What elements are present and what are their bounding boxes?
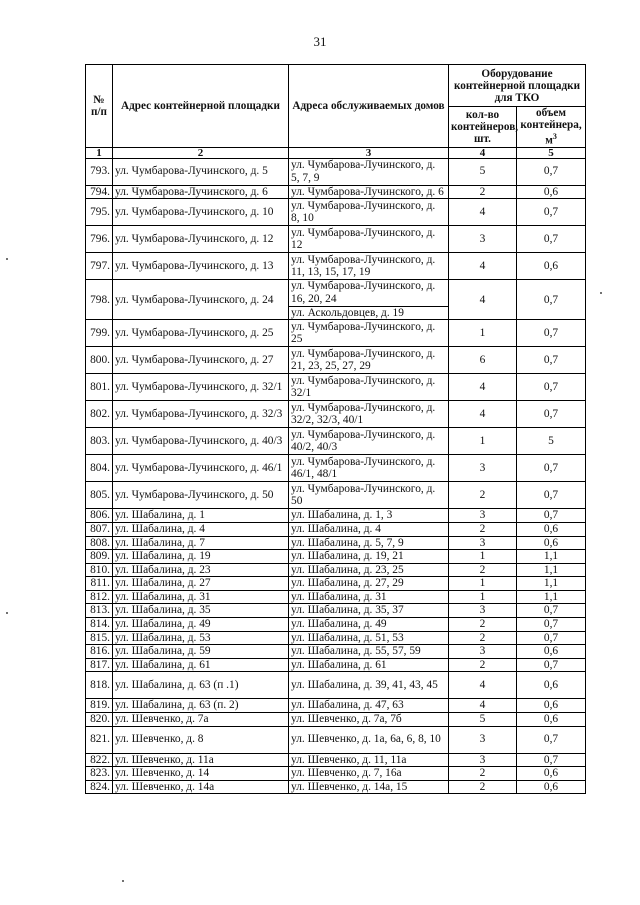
container-volume: 1,1 [517,550,586,564]
served-house-line: ул. Шевченко, д. 1а, 6а, 6, 8, 10 [291,733,441,746]
site-address: ул. Чумбарова-Лучинского, д. 24 [113,280,289,320]
header-site-address: Адрес контейнерной площадки [113,65,289,148]
header-equipment: Оборудование контейнерной площадки для ТКО [449,65,586,107]
container-volume: 1,1 [517,590,586,604]
container-volume: 0,6 [517,713,586,727]
served-houses [289,645,449,659]
row-number: 818. [86,672,113,699]
site-address: ул. Шабалина, д. 53 [113,631,289,645]
row-number: 807. [86,522,113,536]
served-house-line: ул. Чумбарова-Лучинского, д. 25 [291,320,436,346]
container-volume: 0,7 [517,604,586,618]
served-house-line: ул. Шабалина, д. 27, 29 [291,577,404,590]
served-houses [289,726,449,753]
table-row [86,199,586,226]
served-house-line: ул. Шабалина, д. 61 [291,658,387,671]
page-number: 31 [313,34,327,49]
container-volume: 0,7 [517,374,586,401]
served-houses [289,577,449,591]
site-address: ул. Шевченко, д. 14 [113,767,289,781]
container-count: 4 [449,199,517,226]
container-count: 4 [449,280,517,320]
container-count: 1 [449,590,517,604]
column-index-2: 2 [113,147,289,158]
table-row [86,713,586,727]
container-volume: 5 [517,428,586,455]
site-address: ул. Чумбарова-Лучинского, д. 25 [113,320,289,347]
served-houses [289,563,449,577]
served-houses [289,226,449,253]
container-volume: 0,6 [517,185,586,199]
served-houses [289,536,449,550]
served-house-line: ул. Шевченко, д. 14а, 15 [291,780,408,793]
site-address: ул. Чумбарова-Лучинского, д. 46/1 [113,455,289,482]
served-house-line: ул. Шабалина, д. 19, 21 [291,550,404,563]
site-address: ул. Чумбарова-Лучинского, д. 13 [113,253,289,280]
site-address: ул. Чумбарова-Лучинского, д. 32/3 [113,401,289,428]
row-number: 824. [86,780,113,794]
table-row [86,347,586,374]
container-count: 2 [449,780,517,794]
served-house-line: ул. Шабалина, д. 1, 3 [291,509,393,522]
served-houses [289,767,449,781]
container-count: 2 [449,185,517,199]
container-volume: 1,1 [517,577,586,591]
container-volume: 0,6 [517,522,586,536]
container-volume: 0,6 [517,767,586,781]
row-number: 804. [86,455,113,482]
row-number: 799. [86,320,113,347]
table-row [86,672,586,699]
container-count: 3 [449,226,517,253]
container-count: 3 [449,753,517,767]
container-volume: 0,7 [517,320,586,347]
row-number: 817. [86,658,113,672]
row-number: 823. [86,767,113,781]
served-house-line: ул. Шабалина, д. 55, 57, 59 [291,645,421,658]
served-houses [289,482,449,509]
scan-speck [122,880,124,882]
site-address: ул. Шевченко, д. 8 [113,726,289,753]
row-number: 808. [86,536,113,550]
container-volume: 0,7 [517,226,586,253]
container-volume: 0,6 [517,672,586,699]
container-volume: 0,7 [517,482,586,509]
table-row [86,780,586,794]
table-row [86,280,586,320]
table-row [86,226,586,253]
scan-speck [600,292,602,294]
table-row [86,604,586,618]
served-house-line: ул. Шабалина, д. 49 [291,618,387,631]
table-row [86,509,586,523]
container-count: 2 [449,658,517,672]
container-volume: 0,7 [517,631,586,645]
row-number: 810. [86,563,113,577]
served-house-line: ул. Чумбарова-Лучинского, д. 16, 20, 24 [291,280,436,306]
site-address: ул. Шевченко, д. 14а [113,780,289,794]
served-house-line: ул. Чумбарова-Лучинского, д. 40/2, 40/3 [291,428,436,454]
container-volume: 1,1 [517,563,586,577]
row-number: 811. [86,577,113,591]
served-houses [289,550,449,564]
served-houses [289,158,449,185]
container-count: 4 [449,253,517,280]
served-house-line: ул. Шевченко, д. 7, 16а [291,767,402,780]
container-count: 4 [449,672,517,699]
table-row [86,563,586,577]
container-volume: 0,7 [517,158,586,185]
row-number: 822. [86,753,113,767]
row-number: 812. [86,590,113,604]
table-row [86,482,586,509]
site-address: ул. Шабалина, д. 7 [113,536,289,550]
served-houses [289,320,449,347]
header-num: № п/п [86,65,113,148]
site-address: ул. Шевченко, д. 7а [113,713,289,727]
row-number: 794. [86,185,113,199]
served-house-line: ул. Шабалина, д. 31 [291,590,387,603]
served-houses [289,374,449,401]
header-served-houses: Адреса обслуживаемых домов [289,65,449,148]
served-house-line: ул. Чумбарова-Лучинского, д. 50 [291,482,436,508]
site-address: ул. Чумбарова-Лучинского, д. 10 [113,199,289,226]
table-row [86,753,586,767]
container-count: 2 [449,482,517,509]
table-row [86,320,586,347]
served-house-line: ул. Чумбарова-Лучинского, д. 21, 23, 25, 27, 29 [291,347,436,373]
container-volume: 0,6 [517,253,586,280]
site-address: ул. Шабалина, д. 61 [113,658,289,672]
row-number: 814. [86,618,113,632]
site-address: ул. Чумбарова-Лучинского, д. 32/1 [113,374,289,401]
row-number: 820. [86,713,113,727]
served-houses [289,280,449,320]
served-house-line: ул. Аскольдовцев, д. 19 [289,306,448,320]
row-number: 803. [86,428,113,455]
site-address: ул. Шабалина, д. 27 [113,577,289,591]
table-row [86,726,586,753]
container-volume: 0,6 [517,536,586,550]
served-houses [289,672,449,699]
served-house-line: ул. Шабалина, д. 23, 25 [291,563,404,576]
served-houses [289,522,449,536]
site-address: ул. Чумбарова-Лучинского, д. 50 [113,482,289,509]
row-number: 815. [86,631,113,645]
container-count: 6 [449,347,517,374]
served-houses [289,658,449,672]
row-number: 797. [86,253,113,280]
site-address: ул. Шабалина, д. 4 [113,522,289,536]
container-count: 1 [449,577,517,591]
table-row [86,618,586,632]
row-number: 813. [86,604,113,618]
container-volume: 0,6 [517,645,586,659]
served-houses [289,618,449,632]
header-container-volume: объем контейнера, $м^3$ [517,107,586,148]
scan-speck [6,258,8,260]
table-row [86,253,586,280]
header-container-count: кол-во контейнеров, шт. [449,107,517,148]
row-number: 821. [86,726,113,753]
served-house-line: ул. Чумбарова-Лучинского, д. 32/2, 32/3, 40/1 [291,401,436,427]
row-number: 793. [86,158,113,185]
container-count: 2 [449,563,517,577]
served-houses [289,509,449,523]
scan-speck [6,612,8,614]
served-house-line: ул. Шевченко, д. 7а, 7б [291,713,402,726]
container-count: 2 [449,618,517,632]
served-house-line: ул. Чумбарова-Лучинского, д. 8, 10 [291,199,436,225]
column-index-row [86,147,586,158]
row-number: 800. [86,347,113,374]
column-index-1: 1 [86,147,113,158]
container-count: 3 [449,509,517,523]
row-number: 795. [86,199,113,226]
container-volume: 0,7 [517,347,586,374]
served-houses [289,185,449,199]
site-address: ул. Шабалина, д. 59 [113,645,289,659]
table-row [86,658,586,672]
served-houses [289,780,449,794]
site-address: ул. Чумбарова-Лучинского, д. 12 [113,226,289,253]
served-houses [289,713,449,727]
served-houses [289,753,449,767]
container-sites-table [85,64,586,794]
served-house-line: ул. Шабалина, д. 51, 53 [291,631,404,644]
container-volume: 0,7 [517,455,586,482]
container-volume: 0,7 [517,401,586,428]
served-house-line: ул. Чумбарова-Лучинского, д. 46/1, 48/1 [291,455,436,481]
served-house-line: ул. Шабалина, д. 39, 41, 43, 45 [291,679,438,692]
served-house-line: ул. Чумбарова-Лучинского, д. 6 [291,185,444,198]
table-row [86,645,586,659]
table-row [86,590,586,604]
table-row [86,550,586,564]
container-volume: 0,7 [517,726,586,753]
container-volume: 0,7 [517,658,586,672]
row-number: 798. [86,280,113,320]
container-count: 1 [449,550,517,564]
site-address: ул. Чумбарова-Лучинского, д. 6 [113,185,289,199]
served-houses [289,253,449,280]
table-row [86,185,586,199]
table-row [86,455,586,482]
served-houses [289,631,449,645]
container-count: 2 [449,767,517,781]
container-count: 5 [449,158,517,185]
site-address: ул. Чумбарова-Лучинского, д. 5 [113,158,289,185]
table-row [86,428,586,455]
row-number: 805. [86,482,113,509]
site-address: ул. Шабалина, д. 63 (п. 2) [113,699,289,713]
row-number: 801. [86,374,113,401]
table-row [86,158,586,185]
served-houses [289,455,449,482]
served-house-line: ул. Шевченко, д. 11, 11а [291,753,407,766]
container-volume: 0,7 [517,618,586,632]
table-row [86,536,586,550]
container-volume: 0,6 [517,699,586,713]
table-row [86,767,586,781]
container-count: 1 [449,320,517,347]
column-index-3: 3 [289,147,449,158]
table-row [86,374,586,401]
served-house-line: ул. Шабалина, д. 35, 37 [291,604,404,617]
site-address: ул. Чумбарова-Лучинского, д. 27 [113,347,289,374]
table-row [86,631,586,645]
row-number: 806. [86,509,113,523]
row-number: 809. [86,550,113,564]
served-houses [289,347,449,374]
site-address: ул. Шевченко, д. 11а [113,753,289,767]
table-row [86,401,586,428]
container-volume: 0,7 [517,199,586,226]
served-house-line: ул. Шабалина, д. 47, 63 [291,699,404,712]
site-address: ул. Шабалина, д. 31 [113,590,289,604]
site-address: ул. Шабалина, д. 35 [113,604,289,618]
container-count: 3 [449,536,517,550]
site-address: ул. Шабалина, д. 23 [113,563,289,577]
site-address: ул. Шабалина, д. 1 [113,509,289,523]
container-count: 4 [449,699,517,713]
site-address: ул. Шабалина, д. 19 [113,550,289,564]
served-house-line: ул. Чумбарова-Лучинского, д. 11, 13, 15, 17, 19 [291,253,436,279]
served-house-line: ул. Чумбарова-Лучинского, д. 12 [291,226,436,252]
container-count: 3 [449,604,517,618]
site-address: ул. Шабалина, д. 63 (п .1) [113,672,289,699]
container-count: 4 [449,374,517,401]
container-count: 3 [449,726,517,753]
row-number: 816. [86,645,113,659]
container-count: 3 [449,645,517,659]
served-houses [289,699,449,713]
served-houses [289,401,449,428]
container-count: 1 [449,428,517,455]
container-count: 2 [449,631,517,645]
column-index-5: 5 [517,147,586,158]
container-volume: 0,7 [517,753,586,767]
column-index-4: 4 [449,147,517,158]
container-volume: 0,7 [517,280,586,320]
row-number: 796. [86,226,113,253]
served-houses [289,199,449,226]
table-row [86,699,586,713]
container-count: 5 [449,713,517,727]
container-volume: 0,6 [517,780,586,794]
site-address: ул. Шабалина, д. 49 [113,618,289,632]
row-number: 802. [86,401,113,428]
site-address: ул. Чумбарова-Лучинского, д. 40/3 [113,428,289,455]
served-houses [289,428,449,455]
served-houses [289,604,449,618]
container-count: 3 [449,455,517,482]
table-row [86,577,586,591]
container-count: 2 [449,522,517,536]
table-row [86,522,586,536]
container-count: 4 [449,401,517,428]
row-number: 819. [86,699,113,713]
served-house-line: ул. Чумбарова-Лучинского, д. 5, 7, 9 [291,159,436,184]
container-volume: 0,7 [517,509,586,523]
served-houses [289,590,449,604]
served-house-line: ул. Чумбарова-Лучинского, д. 32/1 [291,374,436,400]
served-house-line: ул. Шабалина, д. 4 [291,522,381,535]
served-house-line: ул. Шабалина, д. 5, 7, 9 [291,536,404,549]
